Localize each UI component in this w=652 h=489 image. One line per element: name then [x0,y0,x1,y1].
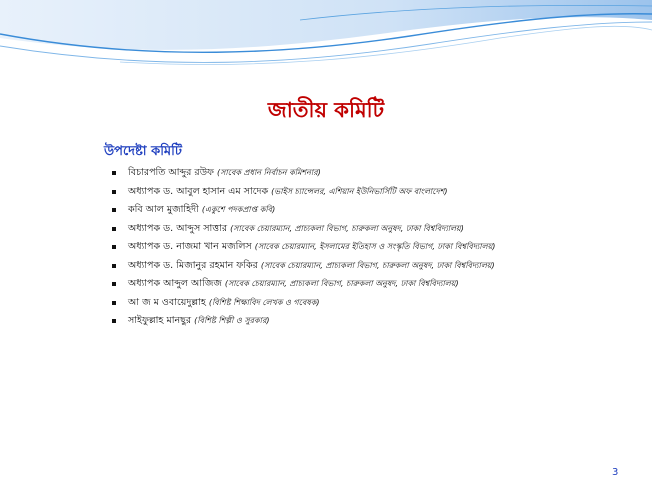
member-note: (একুশে পদকপ্রাপ্ত কবি) [201,205,276,214]
member-note: (সাবেক চেয়ারম্যান, প্রাচ্যকলা বিভাগ, চারুকলা অনুষদ, ঢাকা বিশ্ববিদ্যালয়) [230,223,464,233]
member-note: (সাবেক প্রধান নির্বাচন কমিশনার) [217,168,321,177]
square-bullet-icon [112,319,116,323]
member-name: অধ্যাপক আব্দুল আজিজ [128,278,222,289]
member-name: সাইফুল্লাহ মানছুর [128,315,192,326]
advisory-committee-heading: উপদেষ্টা কমিটি [104,144,182,159]
square-bullet-icon [112,264,116,268]
member-name: বিচারপতি আব্দুর রউফ [128,167,214,178]
square-bullet-icon [112,282,116,286]
member-note: (সাবেক চেয়ারম্যান, প্রাচ্যকলা বিভাগ, চারুকলা অনুষদ, ঢাকা বিশ্ববিদ্যালয়) [260,260,495,270]
list-item [112,294,495,313]
square-bullet-icon [112,190,116,194]
list-item [112,220,495,239]
member-list [112,164,495,331]
member-note: (বিশিষ্ট শিক্ষাবিদ লেখক ও গবেষক) [208,297,320,307]
page-number: 3 [612,467,619,478]
square-bullet-icon [112,245,116,249]
member-note: (ভাইস চ্যান্সেলর, এশিয়ান ইউনিভার্সিটি অফ বাংলাদেশ) [271,186,448,196]
header-swoosh-decoration [0,0,652,80]
member-name: অধ্যাপক ড. নাজমা খান মজলিস [128,241,252,252]
member-name: অধ্যাপক ড. আব্দুস সাত্তার [128,222,228,234]
member-name: অধ্যাপক ড. মিজানুর রহমান ফকির [128,259,258,271]
list-item [112,312,495,331]
list-item [112,164,495,183]
list-item [112,275,495,294]
square-bullet-icon [112,301,116,305]
list-item [112,238,495,257]
slide-title: জাতীয় কমিটি [267,98,385,122]
member-note: (সাবেক চেয়ারম্যান, প্রাচ্যকলা বিভাগ, চারুকলা অনুষদ, ঢাকা বিশ্ববিদ্যালয়) [224,279,459,288]
list-item [112,257,495,276]
square-bullet-icon [112,171,116,175]
list-item [112,201,495,220]
member-name: কবি আল মুজাহিদী [128,204,199,215]
square-bullet-icon [112,208,116,212]
list-item [112,183,495,202]
square-bullet-icon [112,227,116,231]
member-name: অধ্যাপক ড. আবুল হাসান এম সাদেক [128,185,269,197]
member-name: আ জ ম ওবায়েদুল্লাহ [128,296,206,308]
member-note: (সাবেক চেয়ারম্যান, ইসলামের ইতিহাস ও সংস্কৃতি বিভাগ, ঢাকা বিশ্ববিদ্যালয়) [254,242,496,251]
member-note: (বিশিষ্ট শিল্পী ও সুরকার) [194,316,270,325]
